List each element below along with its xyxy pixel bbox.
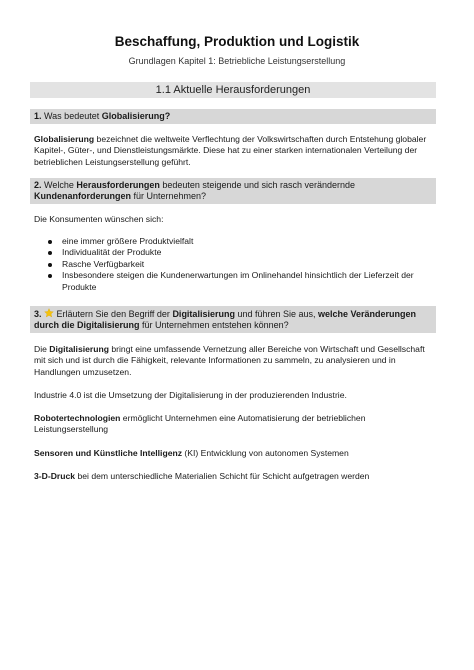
- question-3-number: 3.: [34, 309, 42, 319]
- answer-2-intro: Die Konsumenten wünschen sich:: [34, 214, 164, 224]
- answer-1-text: bezeichnet die weltweite Verflechtung der Volkswirtschaften durch Entstehung globaler Kapitel-, Güter-, und Dienstleistungsmärkte. Diese hat zu einer starken internationalen Verteilung der betrieblichen Leistungserstellung geführt.: [34, 134, 427, 167]
- question-2-text-1: Welche: [41, 180, 77, 190]
- list-item-text: Individualität der Produkte: [62, 247, 162, 258]
- question-3-bold-1: Digitalisierung: [172, 309, 235, 319]
- page-subtitle: Grundlagen Kapitel 1: Betriebliche Leistungserstellung: [128, 56, 346, 66]
- question-3-text-1: Erläutern Sie den Begriff der: [54, 309, 173, 319]
- list-item: [34, 247, 434, 258]
- list-item: [34, 270, 434, 293]
- answer-3-paragraph-5: [34, 471, 434, 482]
- answer-3-p3-text: ermöglicht Unternehmen eine Automatisierung der betrieblichen Leistungserstellung: [34, 413, 366, 435]
- answer-3-paragraph-1: [34, 344, 434, 378]
- question-2-text-3: für Unternehmen?: [131, 191, 207, 201]
- bullet-icon: [48, 251, 52, 255]
- answer-3-paragraph-3: [34, 413, 434, 436]
- list-item-text: Insbesondere steigen die Kundenerwartungen im Onlinehandel hinsichtlich der Lieferzeit der Produkte: [62, 270, 414, 292]
- list-item: [34, 259, 434, 270]
- section-heading: 1.1 Aktuelle Herausforderungen: [30, 82, 436, 98]
- question-2-bar: [30, 178, 436, 204]
- question-1-bold: Globalisierung?: [101, 111, 171, 121]
- list-item-text: Rasche Verfügbarkeit: [62, 258, 145, 269]
- answer-3-paragraph-4: [34, 448, 434, 459]
- answer-3-p5-term: 3-D-Druck: [34, 471, 76, 481]
- question-1-bar: [30, 109, 436, 124]
- bullet-icon: [48, 274, 52, 278]
- answer-1-term: Globalisierung: [34, 134, 95, 144]
- answer-3-p4-term: Sensoren und Künstliche Intelligenz: [34, 448, 183, 458]
- question-2-bold-1: Herausforderungen: [76, 180, 160, 190]
- answer-3-p5-text: bei dem unterschiedliche Materialien Schicht für Schicht aufgetragen werden: [75, 471, 370, 481]
- list-item: [34, 236, 434, 247]
- bullet-icon: [48, 263, 52, 267]
- question-3-bold-2: welche Veränderungen durch die Digitalisierung: [34, 309, 417, 330]
- answer-3-p1-term: Digitalisierung: [49, 344, 109, 354]
- answer-2-bullet-list: [34, 236, 434, 293]
- question-1-text: Was bedeutet: [41, 111, 102, 121]
- question-3-text-2: und führen Sie aus,: [234, 309, 319, 319]
- question-1-number: 1.: [34, 111, 42, 121]
- answer-1: [34, 134, 434, 168]
- page-title: Beschaffung, Produktion und Logistik: [114, 34, 360, 49]
- question-3-text-3: für Unternehmen entstehen können?: [139, 320, 289, 330]
- question-2-text-2: bedeuten steigende und sich rasch verändernde: [159, 180, 356, 190]
- answer-3-p3-term: Robotertechnologien: [34, 413, 121, 423]
- answer-3-paragraph-2: Industrie 4.0 ist die Umsetzung der Digitalisierung in der produzierenden Industrie.: [34, 390, 347, 400]
- question-3-bar: [30, 306, 436, 333]
- answer-3-p1-text-2: bringt eine umfassende Vernetzung aller Bereiche von Wirtschaft und Gesellschaft mit sich und ist durch die Fähigkeit, relevante Informationen zu sammeln, zu analysieren und in Handlungen umzusetzen.: [34, 344, 425, 377]
- bullet-icon: [48, 240, 52, 244]
- star-icon: [44, 308, 54, 318]
- question-2-bold-2: Kundenanforderungen: [34, 191, 131, 201]
- answer-3-p1-text-1: Die: [34, 344, 50, 354]
- question-2-number: 2.: [34, 180, 42, 190]
- list-item-text: eine immer größere Produktvielfalt: [62, 236, 194, 246]
- answer-3-p4-text: (KI) Entwicklung von autonomen Systemen: [182, 448, 349, 458]
